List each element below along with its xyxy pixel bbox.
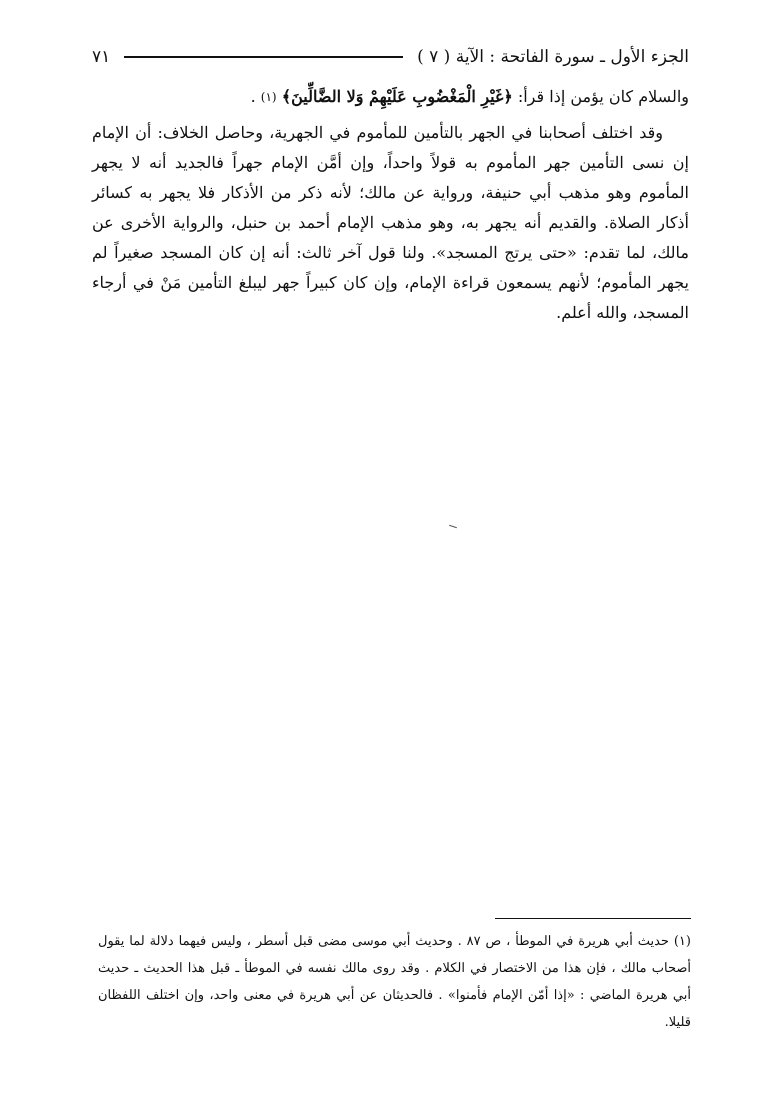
opening-line [92, 82, 689, 112]
footnote-1: (١) حديث أبي هريرة في الموطأ ، ص ٨٧ . وحديث أبي موسى مضى قبل أسطر ، وليس فيهما دلالة لما يقول أصحاب مالك ، فإن هذا من الاختصار في الكلام . وقد روى مالك نفسه في الموطأ ـ قبل هذا الحديث ـ حديث أبي هريرة الماضي : «إذا أمّن الإمام فأمنوا» . فالحديثان عن أبي هريرة في معنى واحد، وإن اختلف اللفظان قليلا. [98, 934, 691, 1030]
opening-line-text: والسلام كان يؤمن إذا قرأ: [517, 87, 689, 106]
header-rule [124, 56, 403, 58]
quran-verse: ﴿غَيْرِ الْمَغْضُوبِ عَلَيْهِمْ وَلا الضَّالِّينَ﴾ [281, 87, 513, 106]
footnote-separator [495, 918, 691, 919]
main-text [92, 82, 689, 328]
stray-mark [449, 525, 457, 528]
running-header-title: الجزء الأول ـ سورة الفاتحة : الآية ( ٧ ) [417, 46, 689, 67]
footnote-reference: (١) [260, 90, 277, 104]
main-paragraph: وقد اختلف أصحابنا في الجهر بالتأمين للمأموم في الجهرية، وحاصل الخلاف: أن الإمام إن نسى التأمين جهر المأموم به قولاً واحداً، وإن أمَّن الإمام جهراً فالجديد أنه لا يجهر المأموم وهو مذهب أبي حنيفة، ورواية عن مالك؛ لأنه ذكر من الأذكار فلا يجهر به كسائر أذكار الصلاة. والقديم أنه يجهر به، وهو مذهب الإمام أحمد بن حنبل، والرواية الأخرى عن مالك، لما تقدم: «حتى يرتج المسجد». ولنا قول آخر ثالث: أنه إن كان المسجد صغيراً لم يجهر المأموم؛ لأنهم يسمعون قراءة الإمام، وإن كان كبيراً جهر ليبلغ التأمين مَنْ في أرجاء المسجد، والله أعلم. [92, 123, 690, 322]
footnotes-section [98, 928, 691, 1036]
page-header [92, 40, 689, 74]
opening-line-end: . [250, 87, 256, 106]
page-number: ٧١ [92, 46, 111, 67]
